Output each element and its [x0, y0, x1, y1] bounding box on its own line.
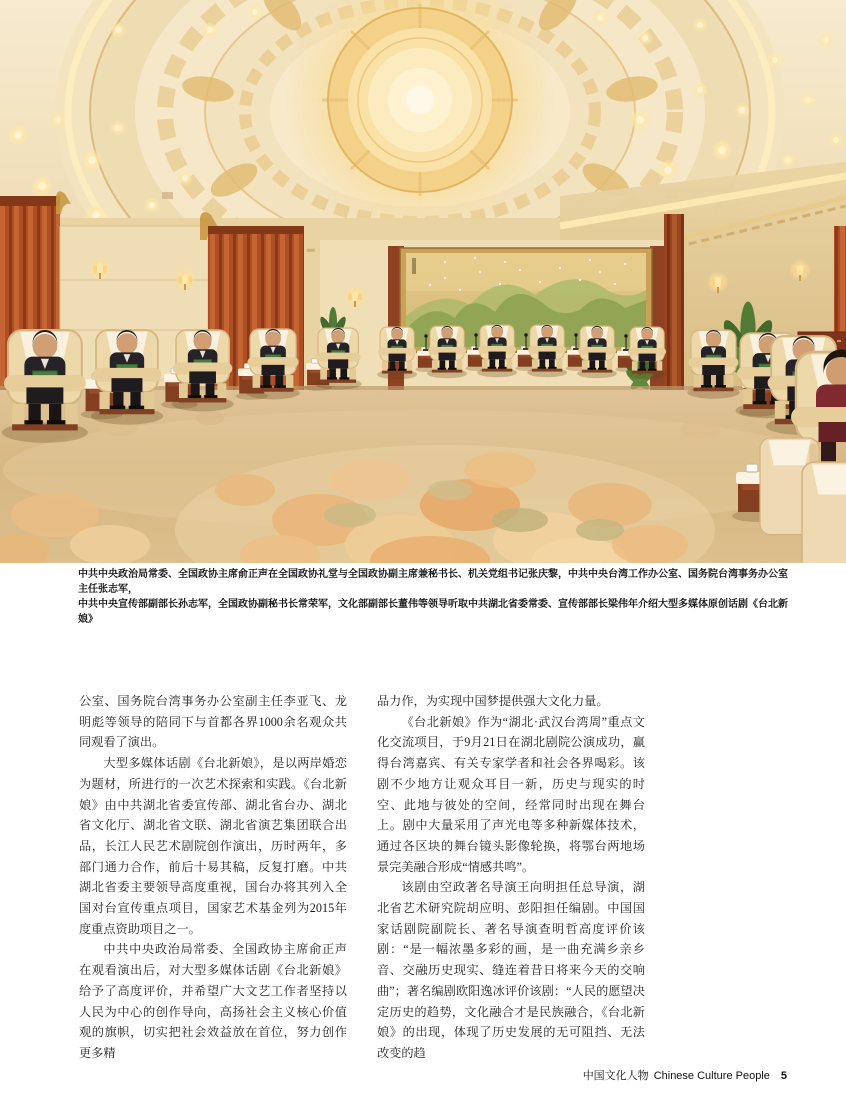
article-paragraph: 《台北新娘》作为“湖北·武汉台湾周”重点文化交流项目，于9月21日在湖北剧院公演成功，赢得台湾嘉宾、有关专家学者和社会各界喝彩。该剧不少地方让观众耳目一新，历史与现实的时空、此地与彼处的空间，经常同时出现在舞台上。剧中大量采用了声光电等多种新媒体技术，通过各区块的舞台镜头影像轮换，将鄂台两地场景完美融合形成“情感共鸣”。 [377, 714, 645, 874]
caption-line2: 中共中央宣传部副部长孙志军，全国政协副秘书长常荣军，文化部副部长董伟等领导听取中共湖北省委常委、宣传部部长梁伟年介绍大型多媒体原创话剧《台北新娘》 [78, 599, 788, 625]
article-paragraph: 公室、国务院台湾事务办公室副主任李亚飞、龙明彪等领导的陪同下与首都各界1000余名观众共同观看了演出。 [79, 694, 347, 750]
page-number: 5 [780, 1070, 787, 1082]
photo-caption [78, 567, 790, 627]
article-paragraph: 该剧由空政著名导演王向明担任总导演，湖北省艺术研究院胡应明、彭阳担任编剧。中国国家话剧院副院长、著名导演查明哲高度评价该剧：“是一幅浓墨多彩的画，是一曲充满乡亲乡音、交融历史现实、缝连着昔日将来今天的交响曲”；著名编剧欧阳逸冰评价该剧：“人民的愿望决定历史的趋势，文化融合才是民族融合，《台北新娘》的出现，体现了历史发展的无可阻挡、无法改变的趋 [377, 880, 645, 1060]
caption-line1: 中共中央政治局常委、全国政协主席俞正声在全国政协礼堂与全国政协副主席兼秘书长、机关党组书记张庆黎，中共中央台湾工作办公室、国务院台湾事务办公室主任张志军， [78, 569, 788, 595]
article-column-right [377, 691, 645, 1064]
page-footer [583, 1067, 787, 1083]
article-paragraph: 大型多媒体话剧《台北新娘》，是以两岸婚恋为题材，所进行的一次艺术探索和实践。《台北新娘》由中共湖北省委宣传部、湖北省台办、湖北省文化厅、湖北省文联、湖北省演艺集团联合出品，长江人民艺术剧院创作演出，历时两年，多部门通力合作，前后十易其稿，反复打磨。中共湖北省委主要领导高度重视，国台办将其列入全国对台宣传重点项目，国家艺术基金列为2015年度重点资助项目之一。 [79, 756, 347, 936]
journal-name-cn: 中国文化人物 [582, 1070, 649, 1082]
article-column-left [79, 691, 347, 1064]
article-paragraph: 中共中央政治局常委、全国政协主席俞正声在观看演出后，对大型多媒体话剧《台北新娘》给予了高度评价，并希望广大文艺工作者坚持以人民为中心的创作导向，高扬社会主义核心价值观的旗帜，切实把社会效益放在首位，努力创作更多精 [79, 942, 347, 1060]
journal-name-en: Chinese Culture People [653, 1070, 770, 1082]
article-paragraph: 品力作，为实现中国梦提供强大文化力量。 [377, 694, 609, 708]
